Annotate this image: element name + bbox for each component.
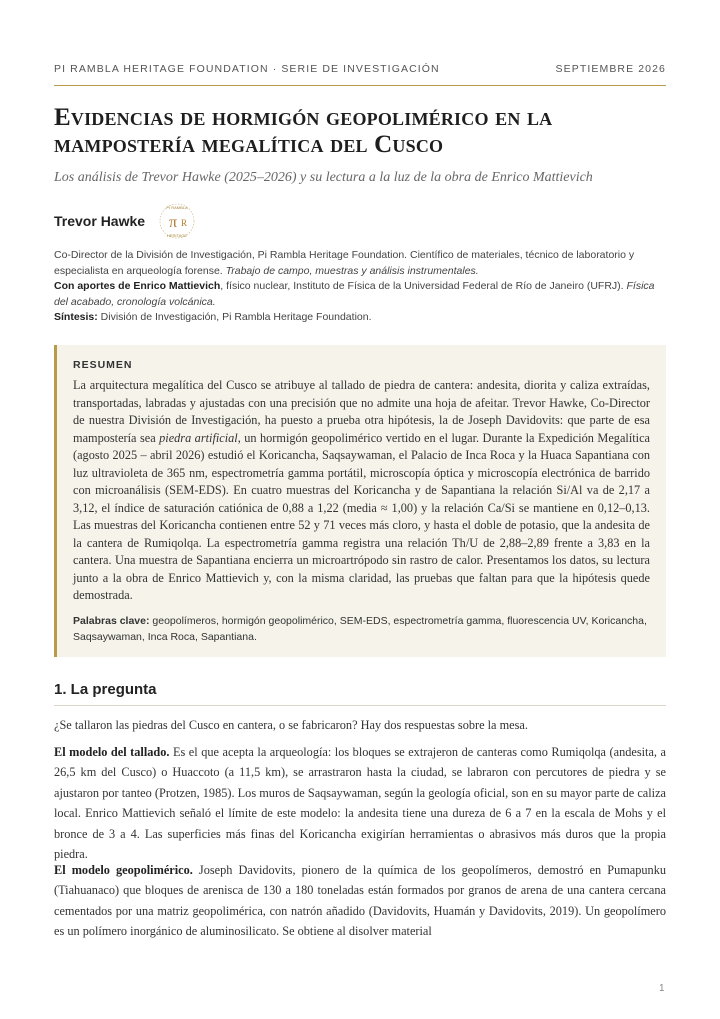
abstract-text [73, 377, 650, 605]
abstract-text-part: , un hormigón geopolimérico vertido en el lugar. Durante la Expedición Megalítica (agosto 2025 – abril 2026) estudió el Koricancha, Saqsaywaman, el Palacio de Inca Roca y la Huaca Sapantiana con luz ultravioleta de 365 nm, espectrometría gamma portátil, microscopía óptica y microscopía electrónica de barrido con microanálisis (SEM-EDS). En cuatro muestras del Koricancha y de Sapantiana la relación Si/Al va de 2,17 a 3,12, el índice de saturación catiónica de 0,88 a 1,22 (media ≈ 1,00) y la relación Ca/Si se mantiene en 0,12–0,13. Las muestras del Koricancha contienen entre 52 y 71 veces más cloro, y hasta el doble de potasio, que la andesita de la cantera de Rumiqolqa. La espectrometría gamma registra una relación Th/U de 2,88–2,89 frente a 3,83 en la cantera. Una muestra de Sapantiana encierra un microartrópodo sin rastro de calor. Presentamos los datos, su lectura junto a la obra de Enrico Mattievich y, con la misma claridad, las pruebas que faltan para que la hipótesis quede demostrada. [73, 430, 650, 602]
author-name: Trevor Hawke [54, 213, 146, 229]
logo-bottom-text: HERITAGE [166, 233, 188, 238]
series-label: PI RAMBLA HERITAGE FOUNDATION · SERIE DE INVESTIGACIÓN [54, 63, 440, 75]
keywords [73, 613, 650, 645]
page-number: 1 [659, 983, 665, 994]
paragraph-label: El modelo geopolimérico. [54, 863, 193, 877]
header-divider [54, 85, 666, 86]
paragraph-text: Es el que acepta la arqueología: los bloques se extrajeron de canteras como Rumiqolqa (andesita, a 26,5 km del Cusco) o Huaccoto (a 11,5 km), se arrastraron hasta la ciudad, se labraron con percutores de piedra y se ajustaron por tanteo (Protzen, 1985). Los muros de Saqsaywaman, según la geología oficial, son en su mayor parte de caliza local. Enrico Mattievich señaló el límite de este modelo: la andesita tiene una dureza de 6 a 7 en la escala de Mohs y el bronce de 3 a 4. Las superficies más finas del Koricancha exigirían herramientas o abrasivos más duros que la propia piedra. [54, 745, 666, 862]
abstract-box [54, 345, 666, 657]
body-paragraph [54, 860, 666, 942]
page-title: Evidencias de hormigón geopolimérico en la mampostería megalítica del Cusco [54, 104, 553, 158]
affiliation-contributor [54, 279, 666, 310]
abstract-title: RESUMEN [73, 359, 133, 371]
foundation-logo-icon [157, 201, 197, 241]
affiliation-text: Co-Director de la División de Investigación, Pi Rambla Heritage Foundation. Científico de materiales, técnico de laboratorio y especialista en arqueología forense. [54, 249, 635, 277]
contributor-role: Física del acabado, cronología volcánica. [54, 280, 655, 308]
running-header [54, 63, 666, 75]
page-subtitle: Los análisis de Trevor Hawke (2025–2026) y su lectura a la luz de la obra de Enrico Mattievich [54, 170, 593, 185]
body-paragraph [54, 742, 666, 864]
keywords-label: Palabras clave: [73, 614, 150, 627]
section-heading: 1. La pregunta [54, 681, 666, 706]
body-paragraph: ¿Se tallaron las piedras del Cusco en cantera, o se fabricaron? Hay dos respuestas sobre la mesa. [54, 718, 528, 732]
logo-top-text: PI RAMBLA [166, 205, 188, 210]
affiliation-synthesis [54, 310, 666, 326]
contributor-text: , físico nuclear, Instituto de Física de la Universidad Federal de Río de Janeiro (UFRJ). [220, 280, 624, 292]
contributor-label: Con aportes de Enrico Mattievich [54, 280, 221, 292]
logo-pi-glyph: π [169, 214, 178, 231]
publication-date: SEPTIEMBRE 2026 [555, 63, 666, 75]
author-row [54, 200, 197, 242]
affiliation-role: Trabajo de campo, muestras y análisis instrumentales. [225, 264, 479, 277]
paragraph-text: Joseph Davidovits, pionero de la química de los geopolímeros, demostró en Pumapunku (Tiahuanaco) que bloques de arenisca de 130 a 180 toneladas están formados por granos de arena de una cantera cercana cementados por una matriz geopolimérica, con natrón añadido (Davidovits, Huamán y Davidovits, 2019). Un geopolímero es un polímero inorgánico de aluminosilicato. Se obtiene al disolver material [54, 863, 666, 939]
logo-r-glyph: R [181, 218, 188, 228]
affiliation-primary [54, 248, 666, 279]
abstract-text-part: La arquitectura megalítica del Cusco se atribuye al tallado de piedra de cantera: andesita, diorita y caliza extraídas, transportadas, labradas y ajustadas con una precisión que no admite una hoja de afeitar. Trevor Hawke, Co-Director de nuestra División de Investigación, ha puesto a prueba otra hipótesis, la de Joseph Davidovits: que parte de esa mampostería sea [73, 378, 650, 445]
synthesis-label: Síntesis: [54, 311, 98, 323]
keywords-text: geopolímeros, hormigón geopolimérico, SEM-EDS, espectrometría gamma, fluorescencia UV, Koricancha, Saqsaywaman, Inca Roca, Sapantiana. [73, 614, 647, 643]
paragraph-label: El modelo del tallado. [54, 745, 170, 759]
synthesis-text: División de Investigación, Pi Rambla Heritage Foundation. [97, 311, 372, 323]
abstract-emphasis: piedra artificial [159, 430, 238, 445]
affiliations [54, 248, 666, 326]
